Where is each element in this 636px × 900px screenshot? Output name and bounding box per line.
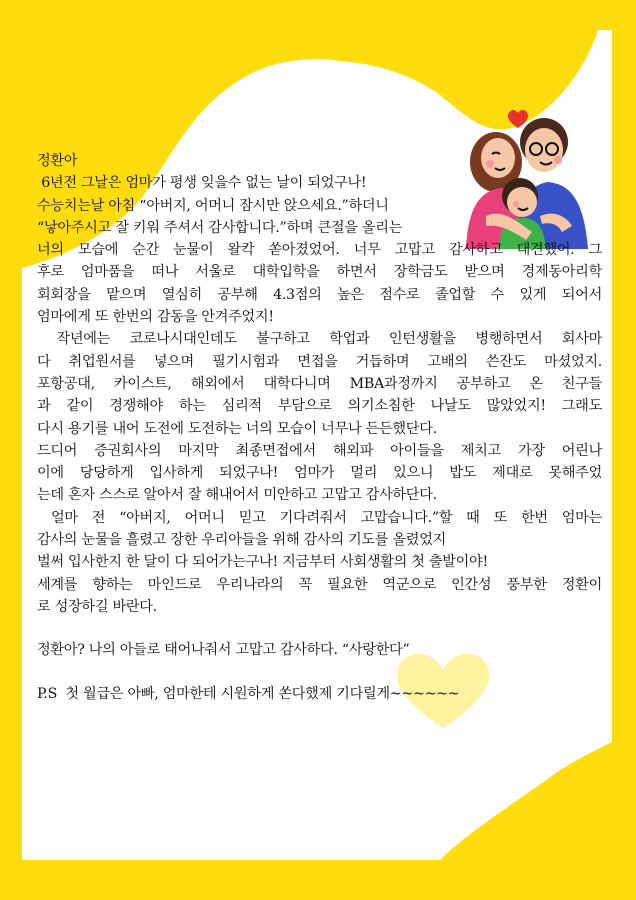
letter-line: 로 성장하길 바란다. — [37, 598, 157, 615]
letter-line: 너의 모습에 순간 눈물이 왈칵 쏟아졌었어. 너무 고맙고 감사하고 대견했어. 그 — [37, 242, 602, 259]
closing-love: “사랑한다” — [341, 642, 410, 659]
letter-line: 다시 용기를 내어 도전에 도전하는 너의 모습이 너무나 든든했단다. — [37, 420, 437, 437]
letter-line: 세계를 향하는 마인드로 우리나라의 꼭 필요한 역군으로 인간성 풍부한 정환이 — [37, 576, 602, 593]
paragraph-gap — [37, 662, 602, 683]
letter-line: 다 취업원서를 넣으며 필기시험과 면접을 거듭하며 고배의 쓴잔도 마셨었지. — [37, 353, 602, 370]
letter-line: 감사의 눈물을 흘렸고 장한 우리아들을 위해 감사의 기도를 올렸었지 — [37, 532, 447, 549]
letter-line: 6년전 그날은 엄마가 평생 잊을수 없는 날이 되었구나! — [37, 175, 367, 192]
letter-line: 과 같이 경쟁해야 하는 심리적 부담으로 의기소침한 나날도 많았었지! 그래도 — [37, 398, 602, 415]
closing-text: 정환아? 나의 아들로 태어나줘서 고맙고 감사하다. — [37, 642, 342, 659]
closing-line — [37, 639, 602, 661]
postscript: P.S 첫 월급은 아빠, 엄마한테 시원하게 쏜다했제 기다릴게~~~~~~ — [37, 685, 460, 702]
paragraph-gap — [37, 618, 602, 639]
red-heart-icon — [508, 110, 528, 128]
letter-line: 이에 당당하게 입사하게 되었구나! 엄마가 멀리 있으니 밥도 제대로 못해주었 — [37, 465, 602, 482]
letter-line: 는데 혼자 스스로 알아서 잘 해내어서 미안하고 고맙고 감사하단다. — [37, 487, 437, 504]
letter-line: 얼마 전 “아버지, 어머니 믿고 기다려줘서 고맙습니다.”할 때 또 한번 엄마는 — [37, 509, 602, 526]
letter-line: 포항공대, 카이스트, 해외에서 대학다니며 MBA과정까지 공부하고 온 친구들 — [37, 375, 602, 392]
letter-line: 작년에는 코로나시대인데도 불구하고 학업과 인턴생활을 병행하면서 회사마 — [37, 331, 602, 348]
letter-line: 드디어 증권회사의 마지막 최종면접에서 해외파 아이들을 제치고 가장 어린나 — [37, 442, 602, 459]
greeting: 정환아 — [37, 153, 78, 169]
letter-line: 수능치는날 아침 “아버지, 어머니 잠시만 앉으세요.”하더니 — [37, 197, 389, 214]
letter-line: 회회장을 맡으며 열심히 공부해 4.3점의 높은 점수로 졸업할 수 있게 되어서 — [37, 286, 602, 303]
letter-line: 벌써 입사한지 한 달이 다 되어가는구나! 지금부터 사회생활의 첫 출발이야! — [37, 554, 488, 571]
letter-line: 후로 엄마품을 떠나 서울로 대학입학을 하면서 장학금도 받으며 경제동아리학 — [37, 264, 602, 281]
letter-body — [37, 150, 602, 705]
letter-line: 엄마에게 또 한번의 감동을 안겨주었지! — [37, 309, 274, 326]
letter-line: “낳아주시고 잘 키워 주셔서 감사합니다.”하며 큰절을 올리는 — [37, 219, 403, 236]
